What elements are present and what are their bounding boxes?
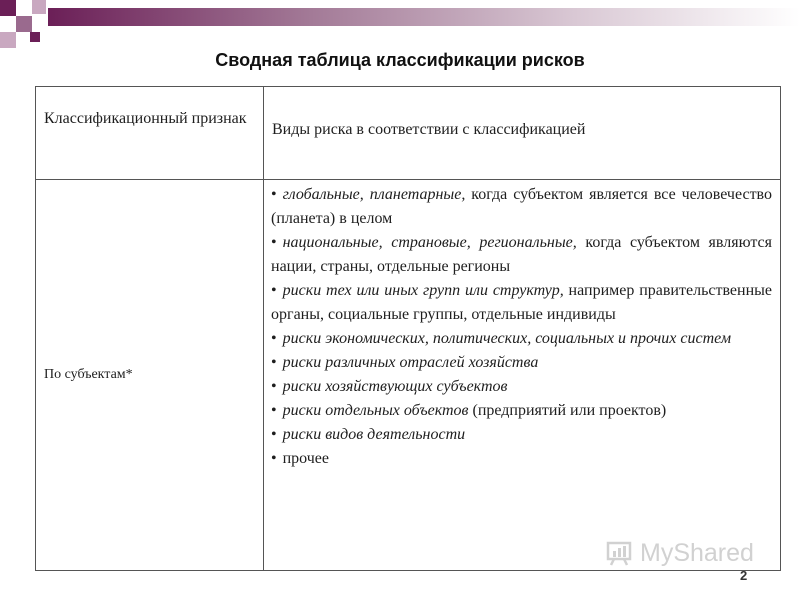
chart-icon bbox=[606, 539, 634, 567]
list-item: • риски видов деятельности bbox=[271, 426, 466, 443]
decor-square-1 bbox=[0, 0, 16, 16]
decor-square-3 bbox=[0, 32, 16, 48]
row-label: По субъектам* bbox=[36, 180, 264, 571]
list-item: • риски различных отраслей хозяйства bbox=[271, 354, 539, 371]
header-criterion: Классификационный признак bbox=[36, 87, 264, 180]
header-gradient-bar bbox=[48, 8, 800, 26]
bullet-icon: • bbox=[271, 378, 277, 395]
list-item: • риски тех или иных групп или структур, например правительственные органы, социальные группы, отдельные индивиды bbox=[271, 282, 773, 323]
header-risk-types: Виды риска в соответствии с классификацией bbox=[264, 87, 781, 180]
decor-square-5 bbox=[30, 32, 40, 42]
list-item: • национальные, страновые, региональные, когда субъектом являются нации, страны, отдельные регионы bbox=[271, 234, 772, 275]
risk-items-cell bbox=[264, 180, 781, 571]
risk-classification-table bbox=[35, 86, 781, 571]
page-number: 2 bbox=[740, 568, 748, 583]
list-item: • глобальные, планетарные, когда субъектом является все человечество (планета) в целом bbox=[271, 186, 772, 227]
bullet-icon: • bbox=[271, 330, 277, 347]
list-item: • риски экономических, политических, социальных и прочих систем bbox=[271, 330, 732, 347]
bullet-icon: • bbox=[271, 354, 277, 371]
bullet-icon: • bbox=[271, 282, 277, 299]
decor-square-4 bbox=[32, 0, 46, 14]
decor-square-2 bbox=[16, 16, 32, 32]
table-row bbox=[36, 180, 781, 571]
bullet-icon: • bbox=[271, 402, 277, 419]
bullet-icon: • bbox=[271, 186, 277, 203]
watermark-text: MyShared bbox=[640, 538, 754, 567]
list-item: • прочее bbox=[271, 450, 330, 467]
bullet-icon: • bbox=[271, 234, 277, 251]
slide-title: Сводная таблица классификации рисков bbox=[215, 50, 585, 70]
bullet-icon: • bbox=[271, 450, 277, 467]
watermark bbox=[606, 538, 754, 568]
list-item: • риски хозяйствующих субъектов bbox=[271, 378, 508, 395]
table-header-row bbox=[36, 87, 781, 180]
list-item: • риски отдельных объектов (предприятий или проектов) bbox=[271, 402, 667, 419]
bullet-icon: • bbox=[271, 426, 277, 443]
